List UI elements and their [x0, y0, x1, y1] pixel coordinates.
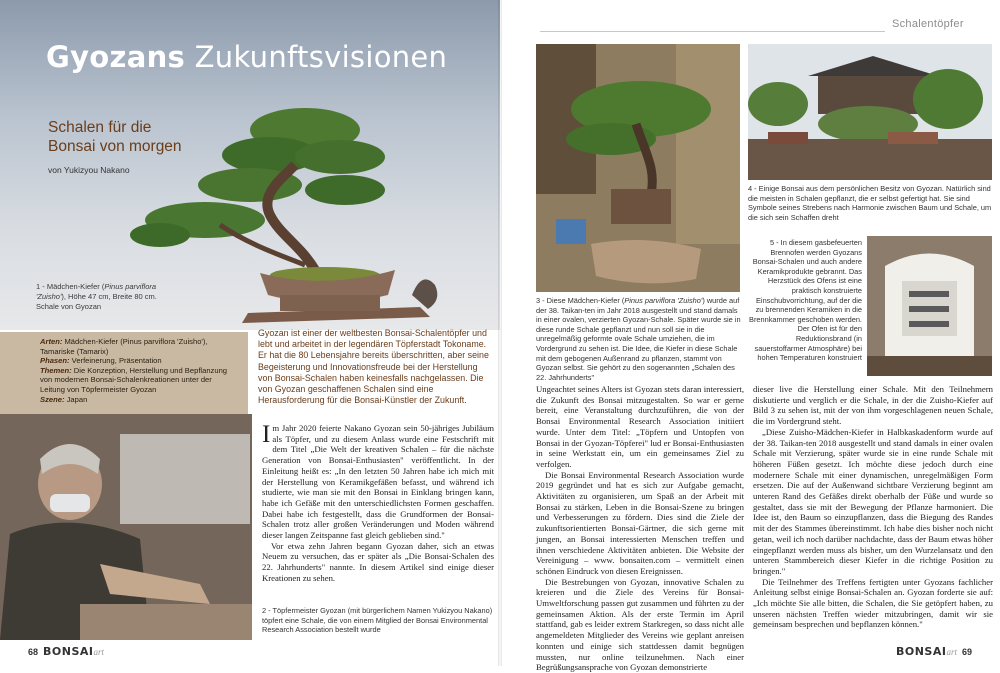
- garden-illustration: [748, 44, 992, 180]
- right-body-column-2: [753, 384, 993, 630]
- page-gutter: [498, 0, 502, 666]
- caption-3: 3 - Diese Mädchen-Kiefer (Pinus parviflora 'Zuisho') wurde auf der 38. Taikan-ten im Jahr 2018 ausgestellt und stand damals in einer ovalen, verzierten Gyozan-Schale. Später wurde sie in diese runde Schale gepflanzt und nun soll sie in die unregelmäßig geformte ovale Schale umziehen, die im Vordergrund zu sehen ist. Die Idee, die Kiefer in diese Schale mit dem gebogenen Außenrand zu pflanzen, stammt von Gyozan selbst. Sie gehört zu den sogenannten „Schalen des 22. Jahrhunderts": [536, 296, 741, 382]
- workshop-pine-illustration: [536, 44, 740, 292]
- info-themen: Themen: Die Konzeption, Herstellung und Bepflanzung von modernen Bonsai-Schalenkreationen unter der Leitung von Töpfermeister Gyozan: [40, 365, 228, 394]
- kiln-illustration: [867, 236, 992, 376]
- paragraph-8: Die Teilnehmer des Treffens fertigten unter Gyozans fachlicher Anleitung selbst einige Bonsai-Schalen an. Gyozan forderte sie auf: „Ich möchte Sie alle bitten, die Schalen, die Sie getöpfert haben, zu unseren nächsten Treffen wieder mitzubringen, damit wir sie gemeinsam besprechen und bepflanzen können.": [753, 576, 993, 630]
- photo-workshop-pine: [536, 44, 740, 292]
- section-rule: [540, 31, 885, 32]
- photo-garden: [748, 44, 992, 180]
- subtitle-line-1: Schalen für die: [48, 119, 152, 136]
- paragraph-7: „Diese Zuisho-Mädchen-Kiefer in Halbkaskadenform wurde auf der 38. Taikan-ten 2018 ausgestellt und stand damals in einer ovalen Schale mit Verzierung, später wurde sie in eine runde Schale mit höheren Füßen gesetzt. Ich möchte diese jedoch durch eine modernere Schale mit einer dynamischen, unregelmäßigen Form ersetzen. Die auf der Außenwand sichtbare Verzierung beginnt am unteren Rand des Gefäßes direkt oberhalb der Füße und wurde so gestaltet, dass sie mit der Bewegung der Pflanze harmoniert. Die Idee ist, den Baum so einzupflanzen, dass die Biegung des Randes mit der des Stammes übereinstimmt. Ich habe dies bisher noch nicht getan, weil ich noch darüber nachdachte, dass der Baum etwas höher eingepflanzt werden muss als bisher, um den Wurzelansatz und den unteren Stammbereich dieser Kiefer in die richtige Position zu bringen.": [753, 426, 993, 576]
- caption-5: 5 - In diesem gasbefeuerten Brennofen werden Gyozans Bonsai-Schalen und auch andere Keramikprodukte gebrannt. Das Herzstück des Ofens ist eine praktisch konstruierte Einschubvorrichtung, auf der die zu brennenden Keramiken in die Brennkammer geschoben werden. Der Ofen ist für den Reduktionsbrand (in sauerstoffarmer Atmosphäre) bei hohen Temperaturen konstruiert: [749, 238, 862, 363]
- info-box: [0, 332, 248, 414]
- title-rest: Zukunftsvisionen: [194, 40, 448, 74]
- intro-text: Gyozan ist einer der weltbesten Bonsai-Schalentöpfer und lebt und arbeitet in der legendären Töpferstadt Tokoname. Er hat die 80 Lebensjahre bereits überschritten, aber seine Begeisterung und Innovationsfreude bei der Herstellung von Bonsai-Schalen haben keinesfalls nachgelassen. Die von Gyozan geschaffenen Schalen sind eine Herausforderung für die Bonsai-Künstler der Zukunft.: [258, 328, 489, 406]
- magazine-brand-right: BONSAI: [895, 645, 947, 658]
- brand-suffix-left: art: [93, 647, 105, 657]
- info-arten: Arten: Mädchen-Kiefer (Pinus parviflora 'Zuisho'), Tamariske (Tamarix): [40, 337, 208, 356]
- subtitle-line-2: Bonsai von morgen: [48, 138, 182, 155]
- paragraph-1: Im Jahr 2020 feierte Nakano Gyozan sein 50-jähriges Jubiläum als Töpfer, und zu diesem Anlass wurde eine Festschrift mit dem Titel „Die Welt der kreativen Schalen – für die nächste Generation von Bonsai-Enthusiasten" veröffentlicht. In der Einleitung heißt es: „In den letzten 50 Jahren habe ich mich mit der Herstellung von Keramikgefäßen befasst, und während ich studierte, wie man sie mit den Bonsai in Einklang bringen kann, habe ich Gefäße mit den unterschiedlichsten Formen geschaffen. Dabei habe ich festgestellt, dass die Grundformen der Bonsai-Schalen trotz aller großen Veränderungen und Moden während dieser langen Zeitspanne fast gleich geblieben sind.": [262, 421, 494, 541]
- caption-2: 2 - Töpfermeister Gyozan (mit bürgerlichem Namen Yukizyou Nakano) töpfert eine Schale, die von einem Mitglied der Bonsai Environmental Research Association bestellt wurde: [262, 606, 493, 635]
- info-szene: Szene: Japan: [40, 394, 88, 404]
- brand-suffix-right: art: [946, 647, 957, 657]
- potter-illustration: [0, 414, 252, 640]
- paragraph-3: Ungeachtet seines Alters ist Gyozan stets daran interessiert, die Zukunft des Bonsai mitzugestalten. So war er gerne bereit, eine Veranstaltung durchzuführen, die von der Bonsai Environmental Research Association initiiert wurde. Unter dem Titel: „Töpfern und Untopfen von Bonsai in der Gyozan-Töpferei" lud er Bonsai-Enthusiasten in seine Werkstatt ein, um ein gemeinsames Ziel zu verfolgen.: [536, 384, 744, 469]
- right-page: [500, 0, 1000, 673]
- left-page: [0, 0, 500, 666]
- hero-photo: [0, 0, 500, 330]
- title-bold: Gyozans: [46, 40, 186, 74]
- caption-4: 4 - Einige Bonsai aus dem persönlichen Besitz von Gyozan. Natürlich sind die meisten in Schalen gepflanzt, die er selbst gefertigt hat. Sie sind Symbole seines Strebens nach Harmonie zwischen Baum und Schale, um die sich sein Schaffen dreht: [748, 184, 992, 222]
- right-body-column-1: [536, 384, 744, 673]
- caption-1: 1 - Mädchen-Kiefer (Pinus parviflora 'Zuisho'), Höhe 47 cm, Breite 80 cm. Schale von Gyozan: [36, 282, 157, 311]
- folio-right: [896, 645, 972, 658]
- paragraph-4: Die Bonsai Environmental Research Association wurde 2019 gegründet und hat es sich zur Aufgabe gemacht, Aktivitäten zu organisieren, um Spaß an der Arbeit mit Bonsai zu stärken, Leben in die Bonsai-Szene zu bringen und Verbesserungen zu fördern. Dies sind die Ziele der zukunftsorientierten Bonsai-Gärtner, die sich gerne mit jungen, an Bonsai interessierten Menschen treffen und ihnen verschiedene Aktivitäten anbieten. Die Website der Vereinigung – www. bonsaiten.com – vermittelt einen schönen Eindruck von diesen Ereignissen.: [536, 469, 744, 576]
- paragraph-5: Die Bestrebungen von Gyozan, innovative Schalen zu kreieren und die Ziele des Vereins für Bonsai-Umweltforschung passen gut zusammen und führten zu der gemeinsamen Aktion. Als der erste Termin im April stattfand, gab es leider extrem Starkregen, so dass nicht alle angemeldeten Mitglieder des Vereins wie geplant anreisen konnten und einige sich stattdessen damit begnügen mussten, nur online teilzunehmen. Nach einer Begrüßungsansprache von Gyozan demonstrierte: [536, 576, 744, 673]
- paragraph-2: Vor etwa zehn Jahren begann Gyozan daher, sich an etwas Neuem zu versuchen, das er später als „Die Bonsai-Schalen des 22. Jahrhunderts" nannte. In diesem Artikel sind einige dieser Kreationen zu sehen.: [262, 540, 494, 583]
- bonsai-pine-illustration: [130, 95, 470, 330]
- author-byline: von Yukizyou Nakano: [48, 165, 130, 175]
- left-body-column: [262, 423, 494, 584]
- magazine-brand-left: BONSAI: [43, 645, 94, 658]
- page-number-left: 68: [28, 647, 39, 657]
- folio-left: [28, 645, 104, 658]
- photo-kiln: [867, 236, 992, 376]
- paragraph-6: dieser live die Herstellung einer Schale. Mit den Teilnehmern diskutierte und verglich er die Schale, in der die Zuisho-Kiefer auf Bild 3 zu sehen ist, mit der von ihm vorgeschlagenen neuen Schale, die im Vordergrund steht.: [753, 384, 993, 427]
- article-title: [46, 40, 447, 74]
- drop-cap: I: [262, 421, 271, 448]
- potter-photo: [0, 414, 252, 640]
- info-phasen: Phasen: Verfeinerung, Präsentation: [40, 356, 162, 366]
- page-number-right: 69: [961, 647, 972, 657]
- section-label: Schalentöpfer: [892, 18, 964, 30]
